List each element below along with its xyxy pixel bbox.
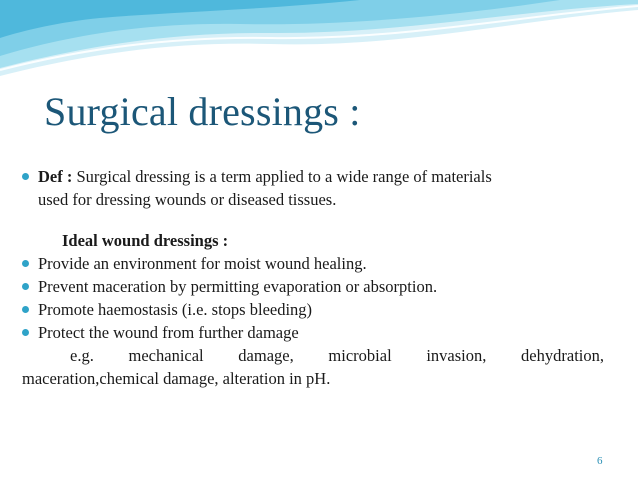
bullet-icon [22,306,29,313]
example-line: e.g. mechanical damage, microbial invasion, dehydration, [70,346,604,365]
list-item [22,298,604,321]
list-item-text: Protect the wound from further damage [38,323,299,342]
definition-label: Def : [38,167,73,186]
bullet-icon [22,329,29,336]
slide-title: Surgical dressings : [44,89,361,134]
definition-continuation: used for dressing wounds or diseased tissues. [38,190,337,209]
bullet-icon [22,173,29,180]
definition-text: Surgical dressing is a term applied to a wide range of materials [72,167,492,186]
definition-item [22,165,604,188]
slide-body [22,165,604,390]
list-item [22,252,604,275]
bullet-icon [22,260,29,267]
example-continuation: maceration,chemical damage, alteration in pH. [22,369,331,388]
list-item-text: Provide an environment for moist wound healing. [38,254,367,273]
list-item [22,321,604,344]
subheading: Ideal wound dressings : [62,231,229,250]
page-number: 6 [597,455,603,467]
list-item-text: Prevent maceration by permitting evaporation or absorption. [38,277,438,296]
bullet-icon [22,283,29,290]
list-item-text: Promote haemostasis (i.e. stops bleeding) [38,300,313,319]
header-wave-decoration [0,0,638,80]
list-item [22,275,604,298]
